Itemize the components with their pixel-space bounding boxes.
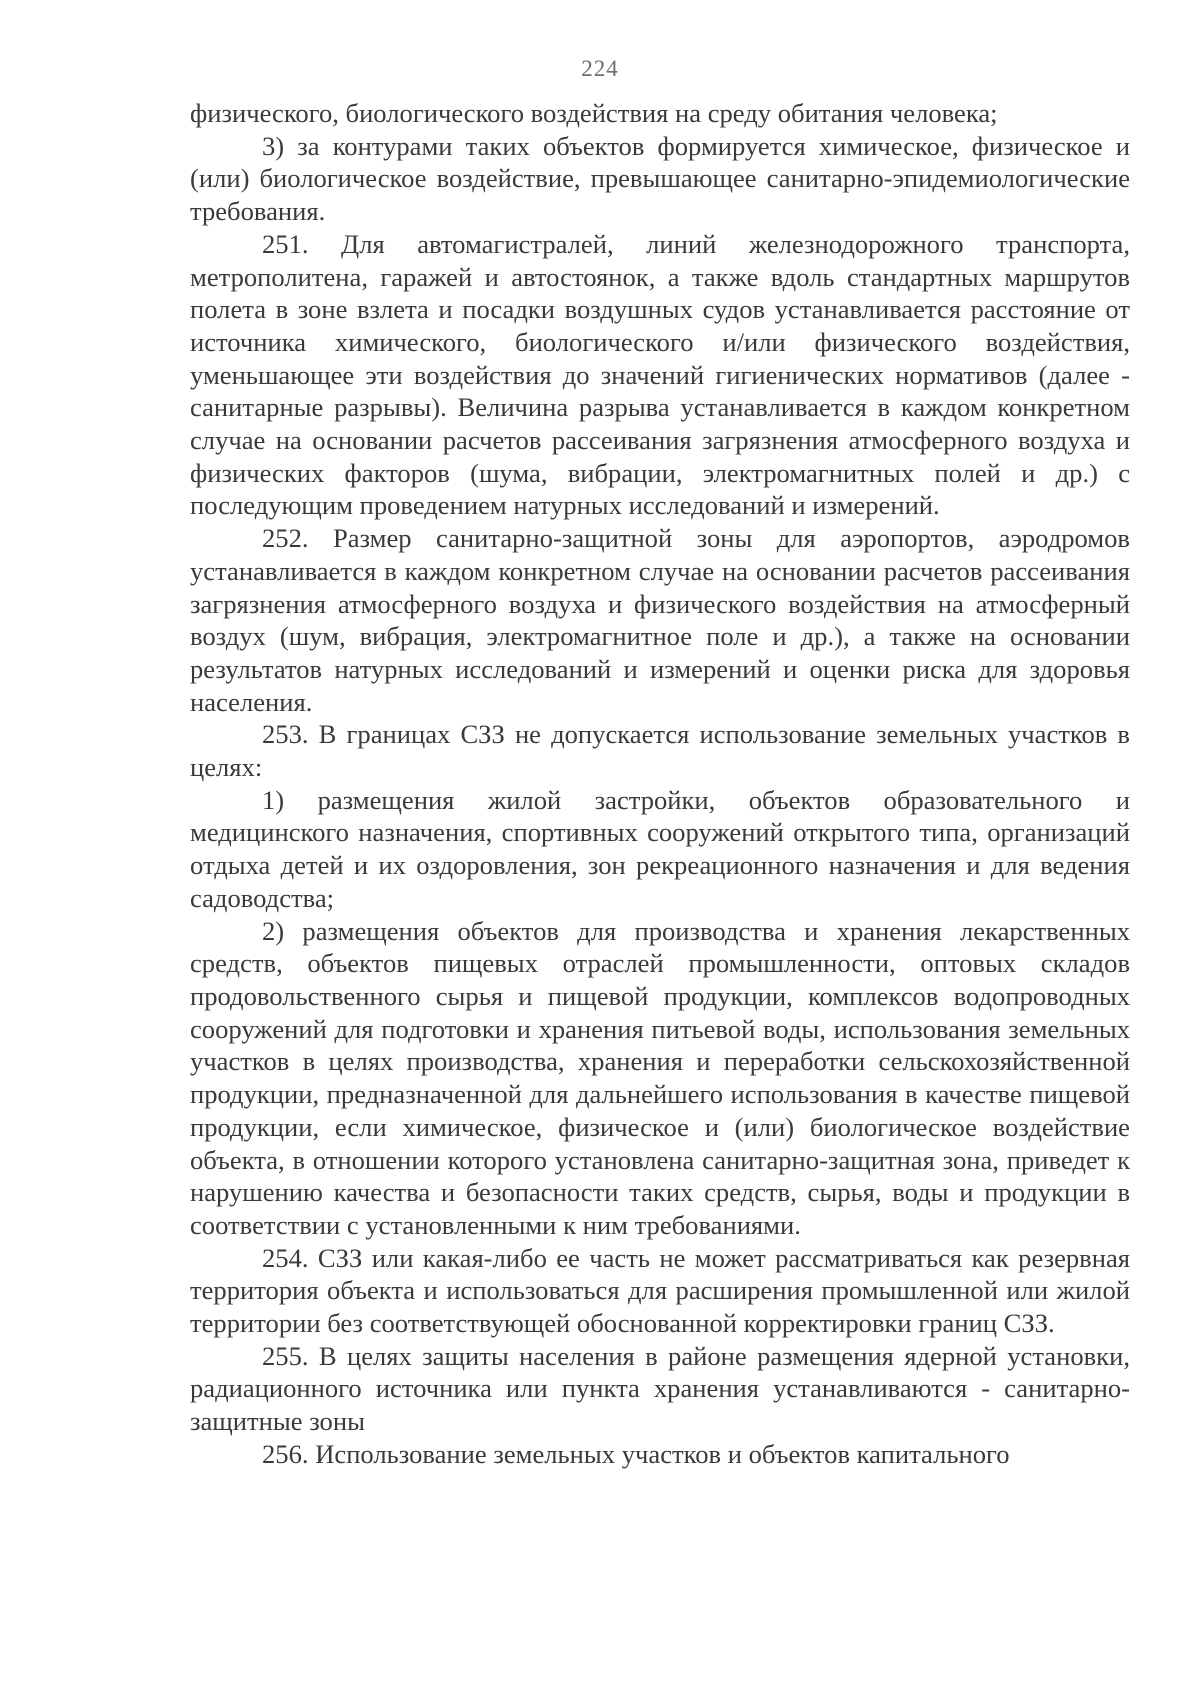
paragraph-256: 256. Использование земельных участков и объектов капитального — [262, 1438, 1010, 1469]
paragraph-253: 253. В границах СЗЗ не допускается использование земельных участков в целях: — [190, 719, 1130, 783]
list-item-2: 2) размещения объектов для производства и хранения лекарственных средств, объектов пищевых отраслей промышленности, оптовых складов продовольственного сырья и пищевой продукции, комплексов водопроводных сооружений для подготовки и хранения питьевой воды, использования земельных участков в целях производства, хранения и переработки сельскохозяйственной продукции, предназначенной для дальнейшего использования в качестве пищевой продукции, если химическое, физическое и (или) биологическое воздействие объекта, в отношении которого установлена санитарно-защитная зона, приведет к нарушению качества и безопасности таких средств, сырья, воды и продукции в соответствии с установленными к ним требованиями. — [190, 915, 1130, 1240]
paragraph-251: 251. Для автомагистралей, линий железнодорожного транспорта, метрополитена, гаражей и автостоянок, а также вдоль стандартных маршрутов полета в зоне взлета и посадки воздушных судов устанавливается расстояние от источника химического, биологического и/или физического воздействия, уменьшающее эти воздействия до значений гигиенических нормативов (далее - санитарные разрывы). Величина разрыва устанавливается в каждом конкретном случае на основании расчетов рассеивания загрязнения атмосферного воздуха и физических факторов (шума, вибрации, электромагнитных полей и др.) с последующим проведением натурных исследований и измерений. — [190, 228, 1130, 521]
document-body — [190, 97, 1130, 1471]
page-number: 224 — [581, 56, 619, 81]
paragraph-254: 254. СЗЗ или какая-либо ее часть не может рассматриваться как резервная территория объекта и использоваться для расширения промышленной или жилой территории без соответствующей обоснованной корректировки границ СЗЗ. — [190, 1242, 1130, 1339]
paragraph-255: 255. В целях защиты населения в районе размещения ядерной установки, радиационного источника или пункта хранения устанавливаются - санитарно-защитные зоны — [190, 1340, 1130, 1437]
list-item-1: 1) размещения жилой застройки, объектов образовательного и медицинского назначения, спортивных сооружений открытого типа, организаций отдыха детей и их оздоровления, зон рекреационного назначения и для ведения садоводства; — [190, 784, 1130, 913]
paragraph-252: 252. Размер санитарно-защитной зоны для аэропортов, аэродромов устанавливается в каждом конкретном случае на основании расчетов рассеивания загрязнения атмосферного воздуха и физического воздействия на атмосферный воздух (шум, вибрация, электромагнитное поле и др.), а также на основании результатов натурных исследований и измерений и оценки риска для здоровья населения. — [190, 523, 1130, 717]
paragraph-continuation: физического, биологического воздействия на среду обитания человека; — [190, 98, 998, 128]
list-item-3: 3) за контурами таких объектов формируется химическое, физическое и (или) биологическое воздействие, превышающее санитарно-эпидемиологические требования. — [190, 130, 1130, 227]
